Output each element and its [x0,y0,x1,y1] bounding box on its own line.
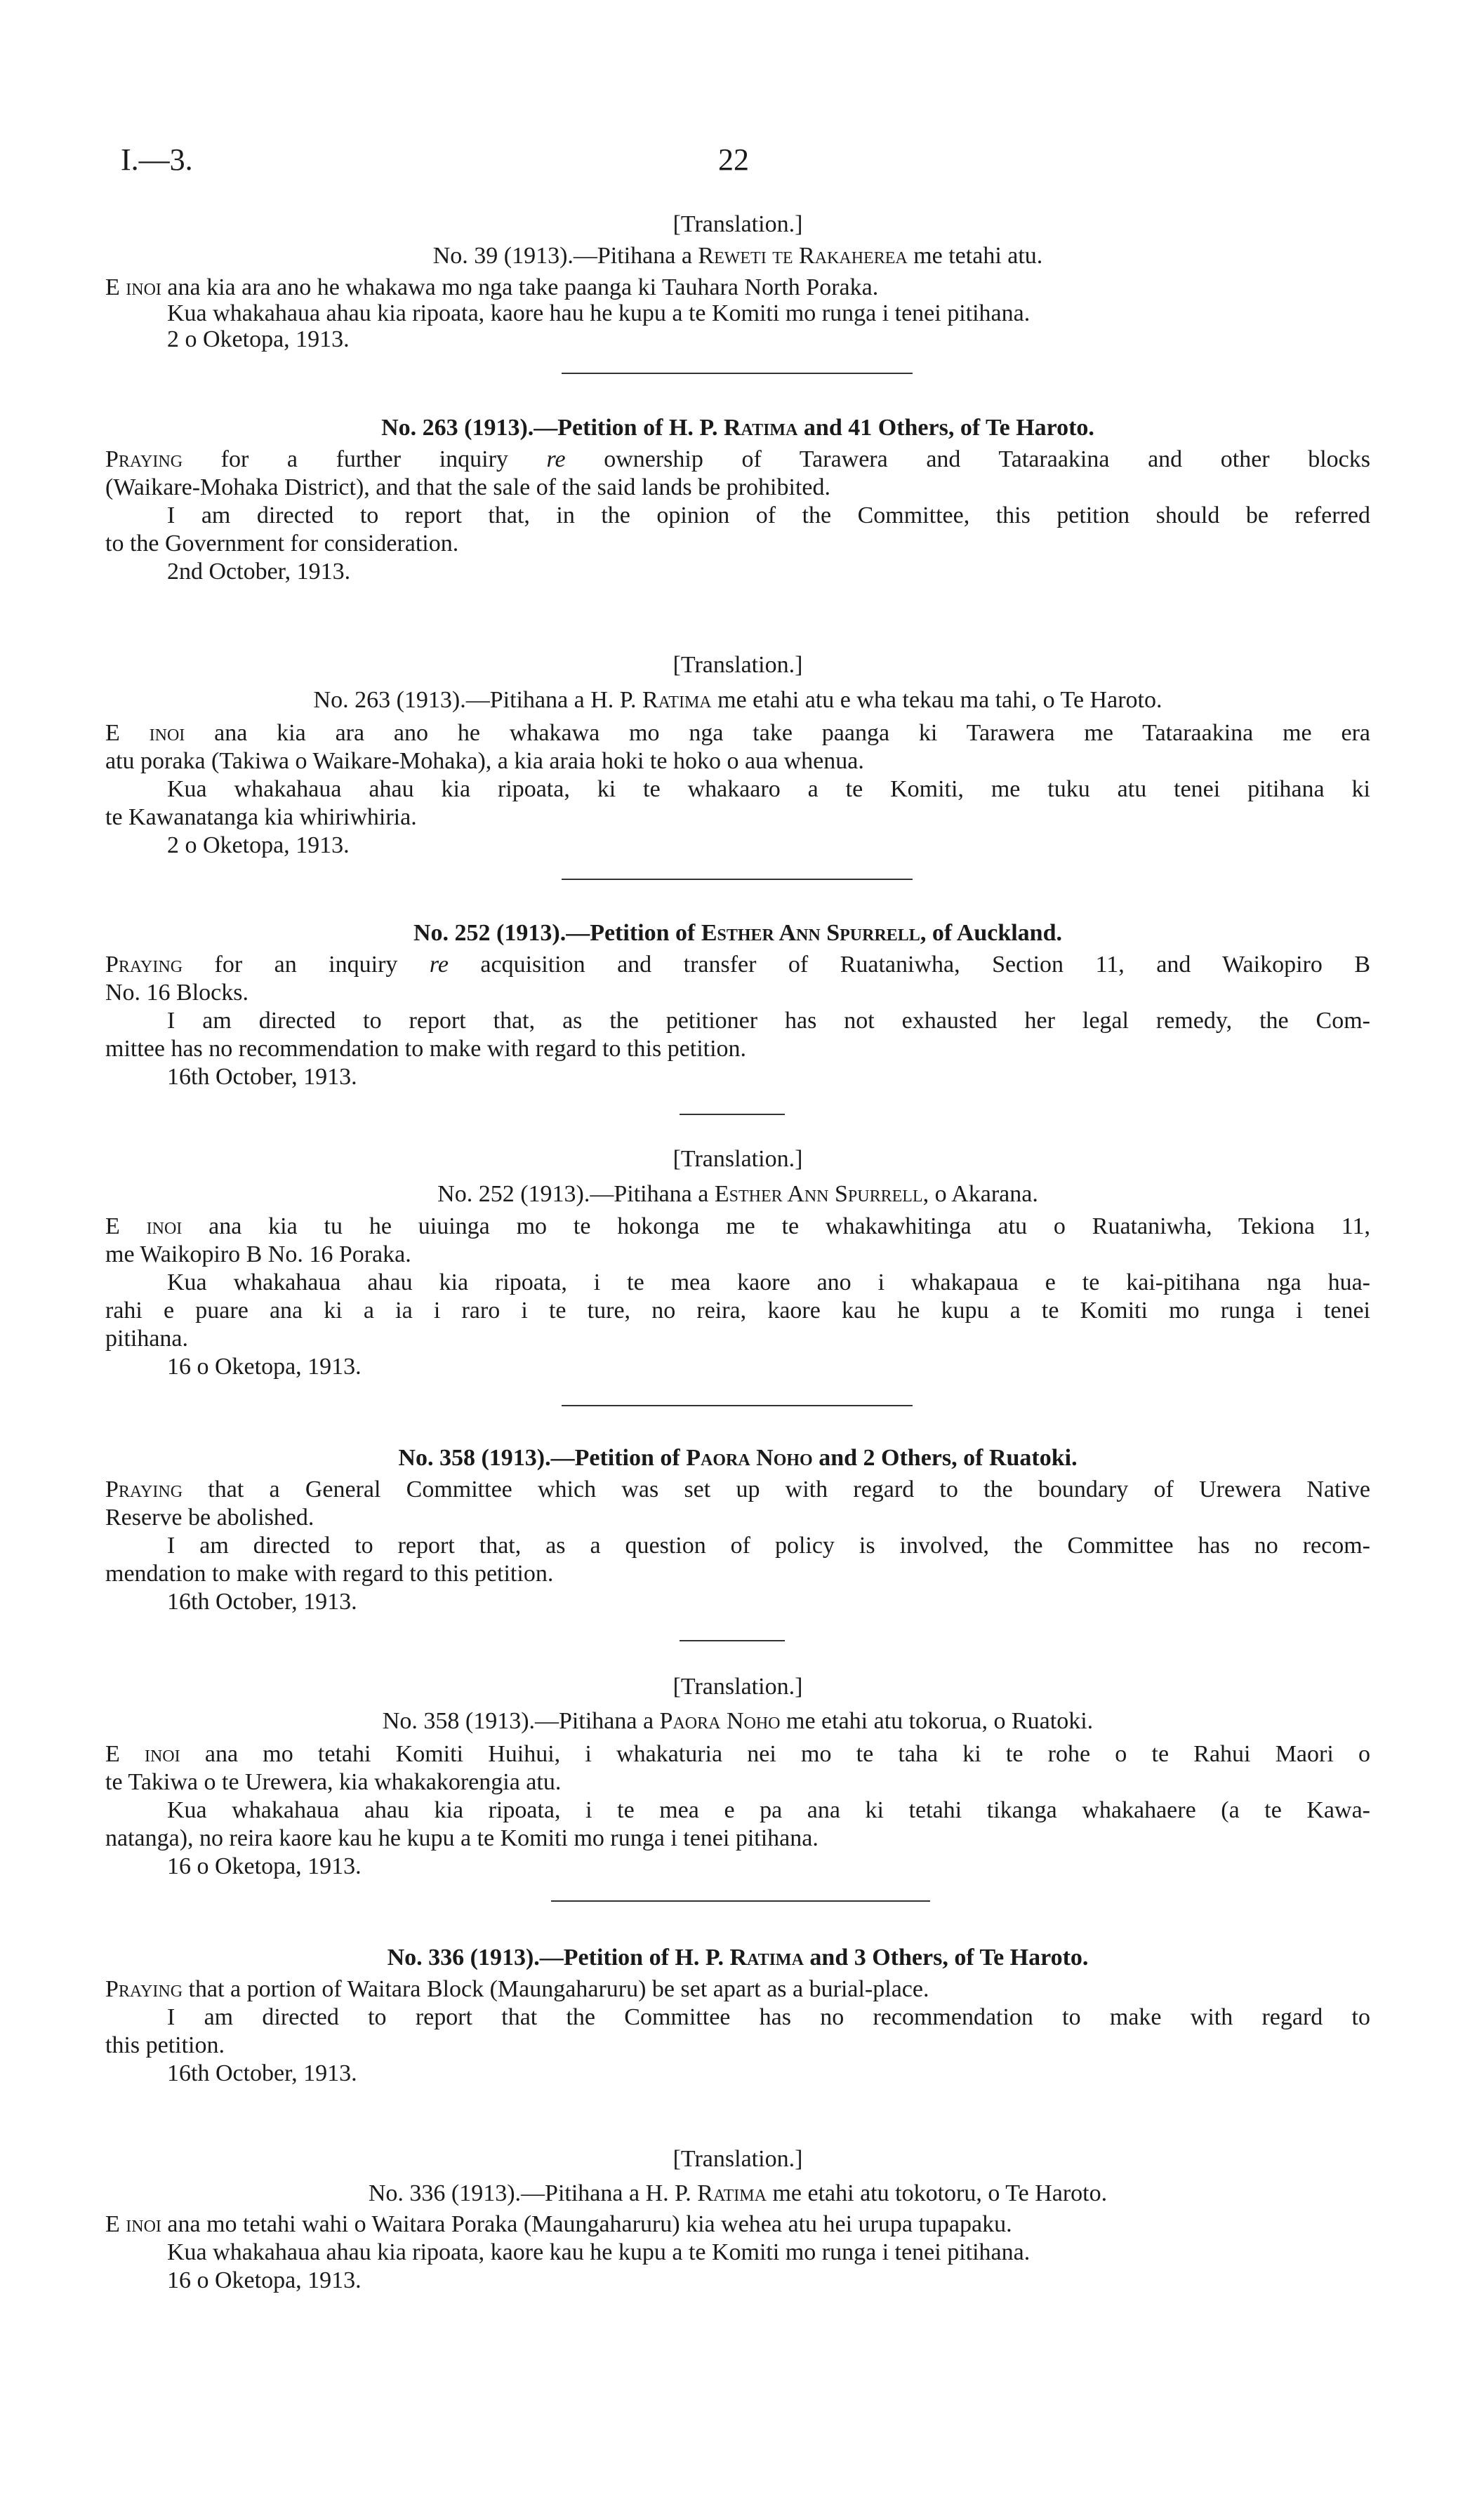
report-text: I am directed to report that the Committee has no recommendation to make with regard to [167,2004,1370,2030]
prayer-text: E inoi ana kia ara ano he whakawa mo nga take paanga ki Tarawera me Tataraakina me era [105,720,1370,746]
section-title: No. 252 (1913).—Pitihana a Esther Ann Spurrell, o Akarana. [437,1181,1038,1207]
report-text: natanga), no reira kaore kau he kupu a te Komiti mo runga i tenei pitihana. [105,1825,819,1851]
section-title: No. 252 (1913).—Petition of Esther Ann Spurrell, of Auckland. [413,920,1062,946]
prayer-text: E inoi ana kia tu he uiuinga mo te hokonga me te whakawhitinga atu o Ruataniwha, Tekiona 11, [105,1213,1370,1239]
prayer-text: No. 16 Blocks. [105,980,249,1006]
section-divider [562,373,913,374]
date-line: 16th October, 1913. [167,1589,357,1615]
section-title: No. 39 (1913).—Pitihana a Reweti te Rakaherea me tetahi atu. [432,243,1043,269]
translation-label: [Translation.] [673,652,803,678]
section-title: No. 263 (1913).—Petition of H. P. Ratima and 41 Others, of Te Haroto. [381,415,1094,441]
section-divider [551,1900,930,1902]
date-line: 2 o Oketopa, 1913. [167,832,350,858]
section-title: No. 263 (1913).—Pitihana a H. P. Ratima me etahi atu e wha tekau ma tahi, o Te Haroto. [313,687,1162,713]
prayer-text: E inoi ana mo tetahi wahi o Waitara Poraka (Maungaharuru) kia wehea atu hei urupa tupapaku. [105,2211,1012,2237]
date-line: 16th October, 1913. [167,2060,357,2086]
prayer-text: Praying for an inquiry re acquisition and transfer of Ruataniwha, Section 11, and Waikopiro B [105,952,1370,978]
date-line: 16th October, 1913. [167,1064,357,1090]
report-text: Kua whakahaua ahau kia ripoata, kaore hau he kupu a te Komiti mo runga i tenei pitihana. [167,300,1031,326]
report-text: Kua whakahaua ahau kia ripoata, i te mea e pa ana ki tetahi tikanga whakahaere (a te Kawa- [167,1797,1370,1823]
translation-label: [Translation.] [673,211,803,237]
section-divider [680,1640,785,1641]
section-title: No. 358 (1913).—Pitihana a Paora Noho me etahi atu tokorua, o Ruatoki. [382,1708,1094,1734]
report-text: mendation to make with regard to this petition. [105,1561,554,1587]
date-line: 16 o Oketopa, 1913. [167,1354,362,1380]
report-text: rahi e puare ana ki a ia i raro i te ture, no reira, kaore kau he kupu a te Komiti mo runga i tenei [105,1298,1370,1324]
prayer-text: E inoi ana mo tetahi Komiti Huihui, i whakaturia nei mo te taha ki te rohe o te Rahui Maori o [105,1741,1371,1767]
prayer-text: Reserve be abolished. [105,1505,314,1531]
translation-label: [Translation.] [673,1674,803,1700]
paper-reference: I.—3. [121,142,193,177]
date-line: 2 o Oketopa, 1913. [167,326,350,352]
page-number: 22 [718,142,749,177]
report-text: I am directed to report that, in the opinion of the Committee, this petition should be referred [167,502,1370,528]
prayer-text: (Waikare-Mohaka District), and that the sale of the said lands be prohibited. [105,474,830,500]
report-text: te Kawanatanga kia whiriwhiria. [105,804,417,830]
report-text: this petition. [105,2032,225,2058]
translation-label: [Translation.] [673,2146,803,2172]
prayer-text: te Takiwa o te Urewera, kia whakakorengia atu. [105,1769,562,1795]
prayer-text: Praying that a portion of Waitara Block (Maungaharuru) be set apart as a burial-place. [105,1976,929,2002]
section-divider [562,879,913,880]
report-text: Kua whakahaua ahau kia ripoata, i te mea kaore ano i whakapaua e te kai-pitihana nga hua- [167,1269,1370,1295]
section-title: No. 336 (1913).—Petition of H. P. Ratima and 3 Others, of Te Haroto. [387,1945,1089,1971]
report-text: to the Government for consideration. [105,531,459,556]
translation-label: [Translation.] [673,1146,803,1172]
prayer-text: Praying for a further inquiry re ownership of Tarawera and Tataraakina and other blocks [105,446,1370,472]
prayer-text: atu poraka (Takiwa o Waikare-Mohaka), a kia araia hoki te hoko o aua whenua. [105,748,864,774]
report-text: pitihana. [105,1326,189,1352]
section-divider [680,1114,785,1115]
report-text: I am directed to report that, as a question of policy is involved, the Committee has no recom- [167,1533,1370,1559]
section-title: No. 358 (1913).—Petition of Paora Noho and 2 Others, of Ruatoki. [398,1445,1078,1471]
prayer-text: Praying that a General Committee which was set up with regard to the boundary of Urewera Native [105,1476,1370,1502]
date-line: 16 o Oketopa, 1913. [167,2267,362,2293]
prayer-text: me Waikopiro B No. 16 Poraka. [105,1241,411,1267]
report-text: Kua whakahaua ahau kia ripoata, ki te whakaaro a te Komiti, me tuku atu tenei pitihana ki [167,776,1370,802]
prayer-text: E inoi ana kia ara ano he whakawa mo nga take paanga ki Tauhara North Poraka. [105,274,879,300]
report-text: I am directed to report that, as the petitioner has not exhausted her legal remedy, the Com- [167,1008,1370,1034]
report-text: mittee has no recommendation to make with regard to this petition. [105,1036,747,1062]
report-text: Kua whakahaua ahau kia ripoata, kaore kau he kupu a te Komiti mo runga i tenei pitihana. [167,2239,1031,2265]
section-divider [562,1405,913,1406]
section-title: No. 336 (1913).—Pitihana a H. P. Ratima me etahi atu tokotoru, o Te Haroto. [368,2180,1108,2206]
date-line: 2nd October, 1913. [167,559,351,585]
date-line: 16 o Oketopa, 1913. [167,1853,362,1879]
